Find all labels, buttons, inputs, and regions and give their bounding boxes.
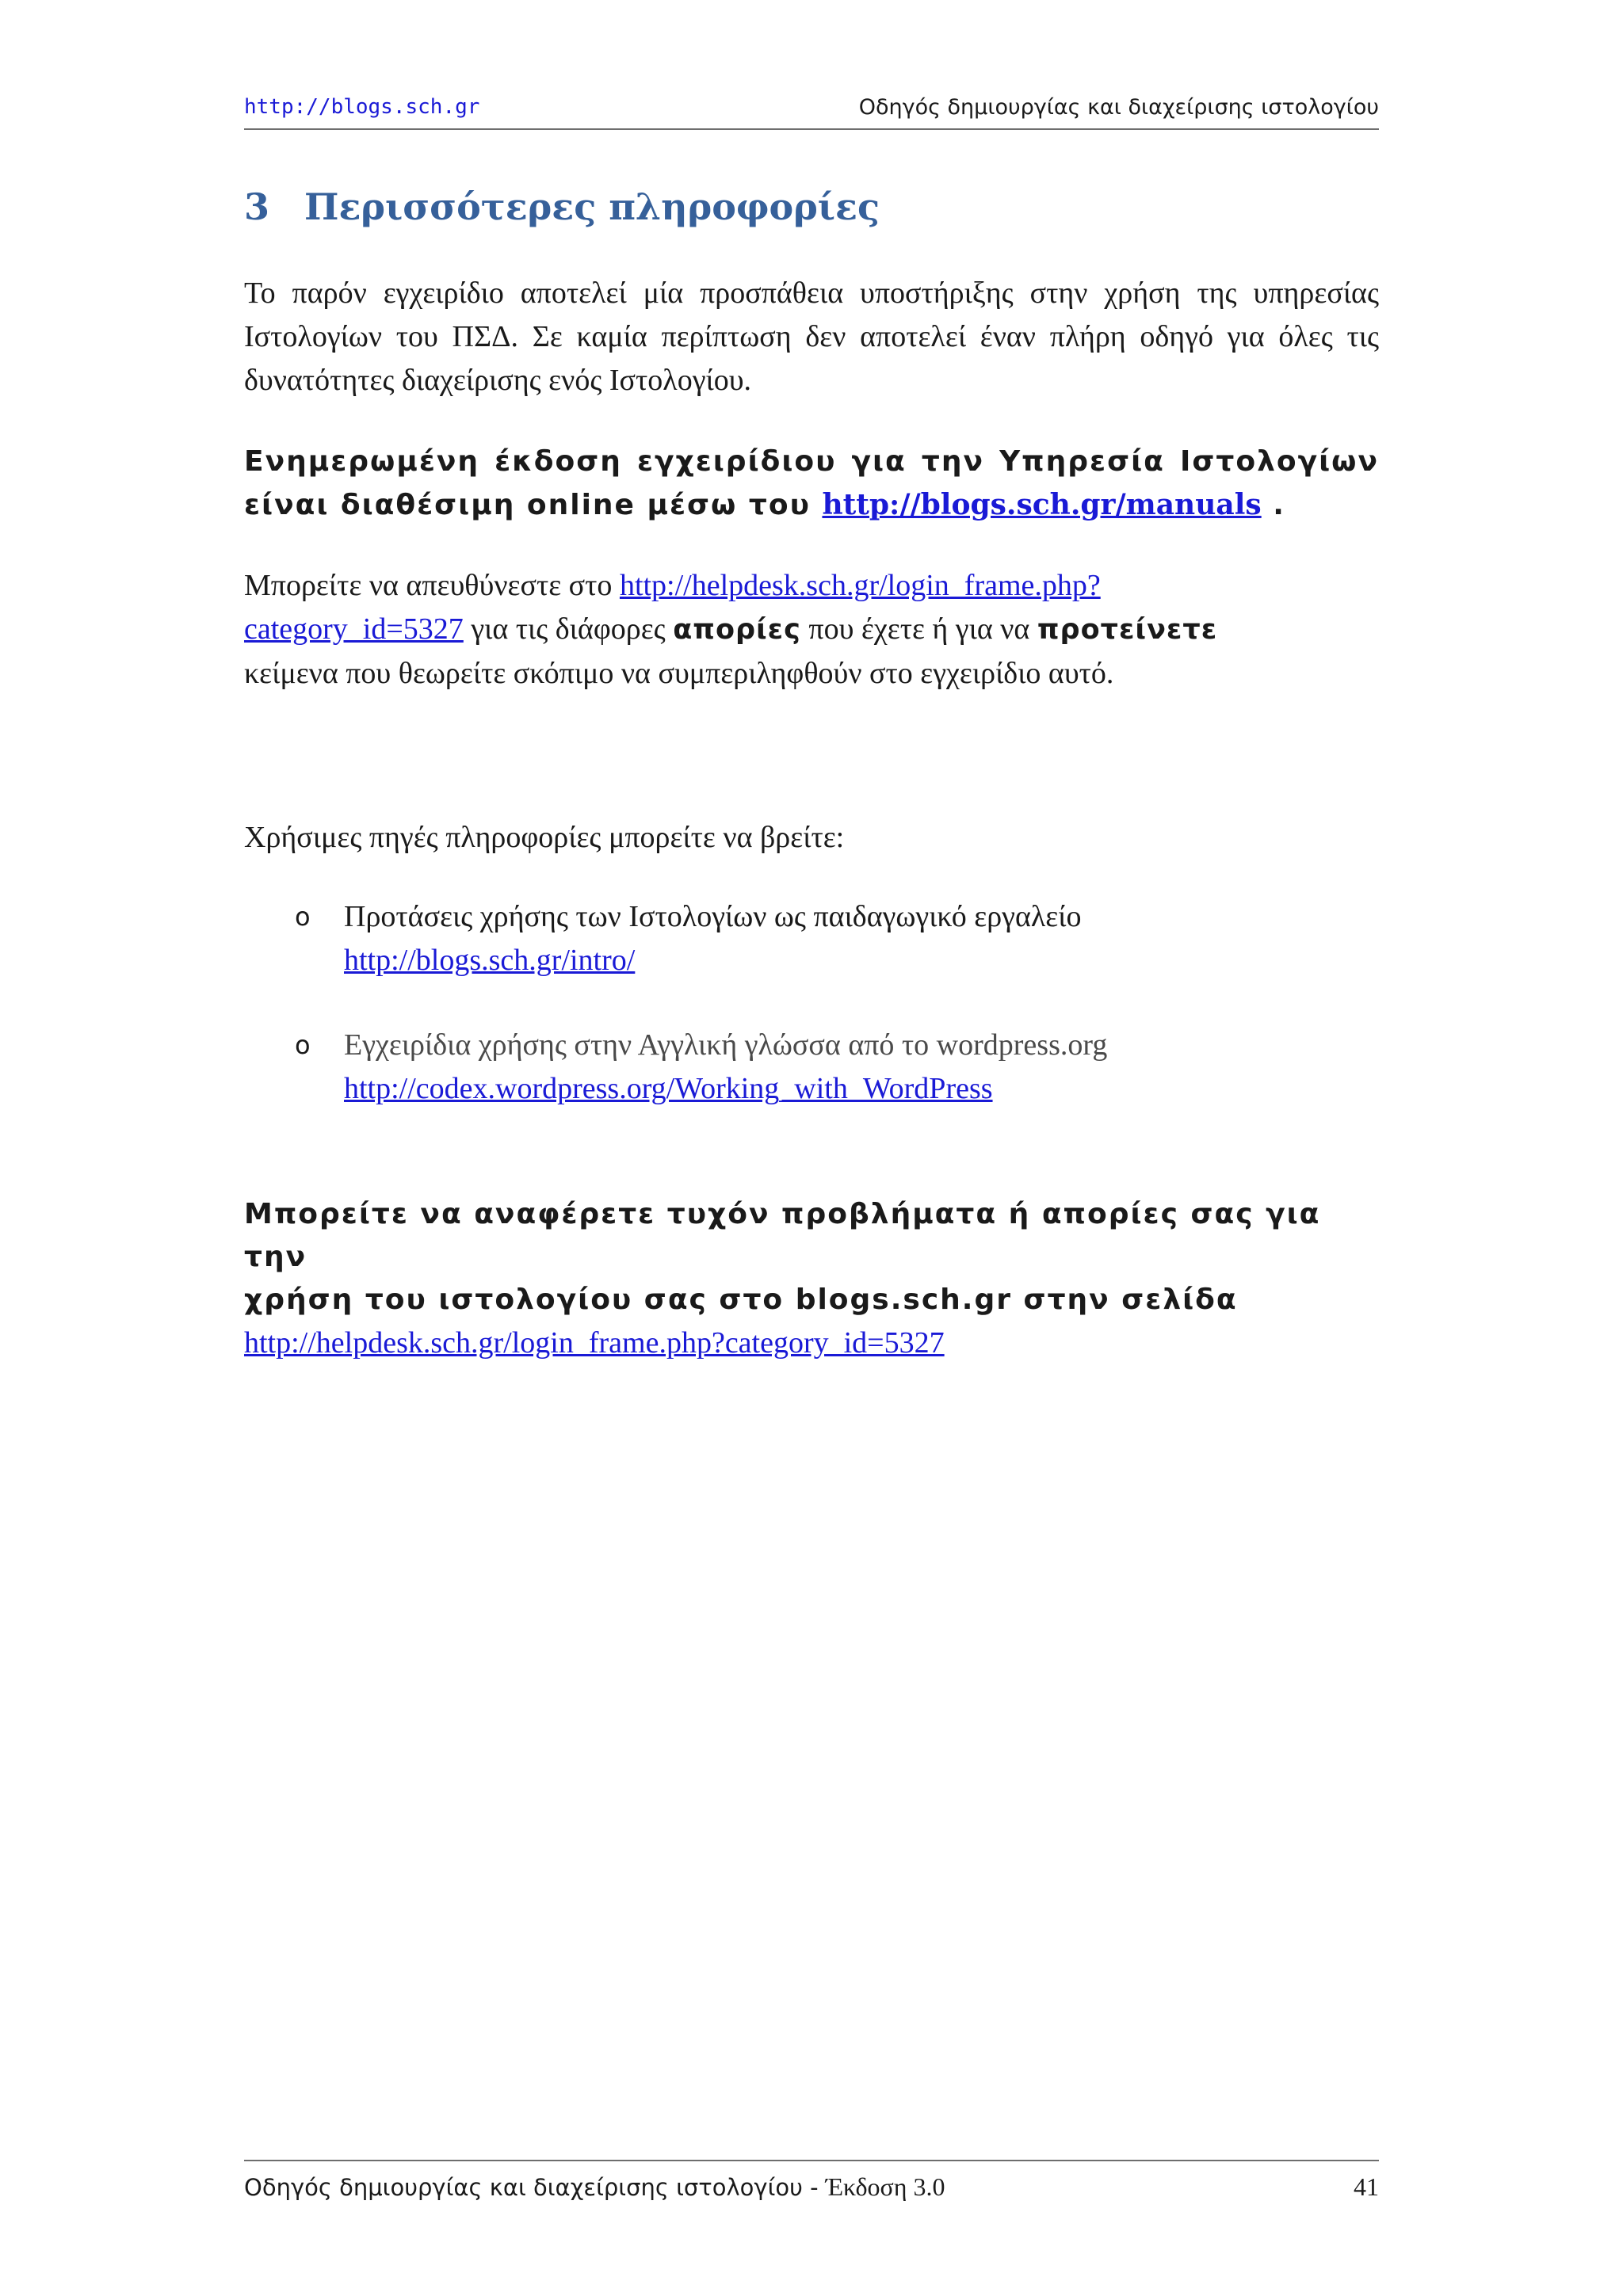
helpdesk-prefix: Μπορείτε να απευθύνεστε στο [244,569,620,602]
header-site-link[interactable]: http://blogs.sch.gr [244,95,480,119]
updated-edition-text: Ενημερωμένη έκδοση εγχειρίδιου για την Υπηρεσία Ιστολογίων είναι διαθέσιμη online μέσω του [244,445,1379,521]
page-header [244,93,1379,130]
report-helpdesk-link[interactable]: http://helpdesk.sch.gr/login_frame.php?category_id=5327 [244,1326,945,1360]
report-line-1: Μπορείτε να αναφέρετε τυχόν προβλήματα ή απορίες σας για την [244,1198,1321,1273]
bullet-marker: o [295,902,311,932]
helpdesk-emph-propose: προτείνετε [1037,614,1218,646]
page-footer [244,2160,1379,2209]
helpdesk-mid2: που έχετε ή για να [800,612,1037,646]
helpdesk-link-part2[interactable]: category_id=5327 [244,612,464,646]
footer-title [244,2172,945,2202]
codex-link[interactable]: http://codex.wordpress.org/Working_with_WordPress [344,1072,993,1105]
report-paragraph [244,1193,1379,1365]
helpdesk-paragraph [244,564,1379,696]
manuals-link[interactable]: http://blogs.sch.gr/manuals [822,488,1262,521]
helpdesk-emph-questions: απορίες [673,614,801,646]
intro-link[interactable]: http://blogs.sch.gr/intro/ [344,944,636,977]
intro-paragraph: Το παρόν εγχειρίδιο αποτελεί μία προσπάθεια υποστήριξης στην χρήση της υπηρεσίας Ιστολογίων του ΠΣΔ. Σε καμία περίπτωση δεν αποτελεί έναν πλήρη οδηγό για όλες τις δυνατότητες διαχείρισης ενός Ιστολογίου. [244,277,1379,397]
bullet-text: Προτάσεις χρήσης των Ιστολογίων ως παιδαγωγικό εργαλείο [344,900,1082,933]
bullet-marker: o [295,1030,311,1060]
section-title: Περισσότερες πληροφορίες [304,185,880,228]
report-line-2: χρήση του ιστολογίου σας στο blogs.sch.gr στην σελίδα [244,1283,1238,1316]
bullet-text: Εγχειρίδια χρήσης στην Αγγλική γλώσσα από το wordpress.org [344,1028,1108,1062]
list-item [295,895,1325,986]
footer-doc-title: Οδηγός δημιουργίας και διαχείρισης ιστολογίου - [244,2174,826,2201]
section-heading [244,185,880,228]
helpdesk-suffix: κείμενα που θεωρείτε σκόπιμο να συμπεριληφθούν στο εγχειρίδιο αυτό. [244,657,1114,690]
section-number: 3 [244,185,270,228]
updated-edition-note [244,441,1379,527]
updated-edition-after: . [1261,489,1285,521]
header-doc-title: Οδηγός δημιουργίας και διαχείρισης ιστολογίου [858,95,1379,120]
footer-version: Έκδοση 3.0 [825,2172,945,2201]
page-number: 41 [1354,2172,1379,2201]
helpdesk-mid: για τις διάφορες [463,612,674,646]
list-item [295,1024,1325,1115]
sources-intro: Χρήσιμες πηγές πληροφορίες μπορείτε να βρείτε: [244,821,845,854]
helpdesk-link-part1[interactable]: http://helpdesk.sch.gr/login_frame.php? [619,569,1101,602]
